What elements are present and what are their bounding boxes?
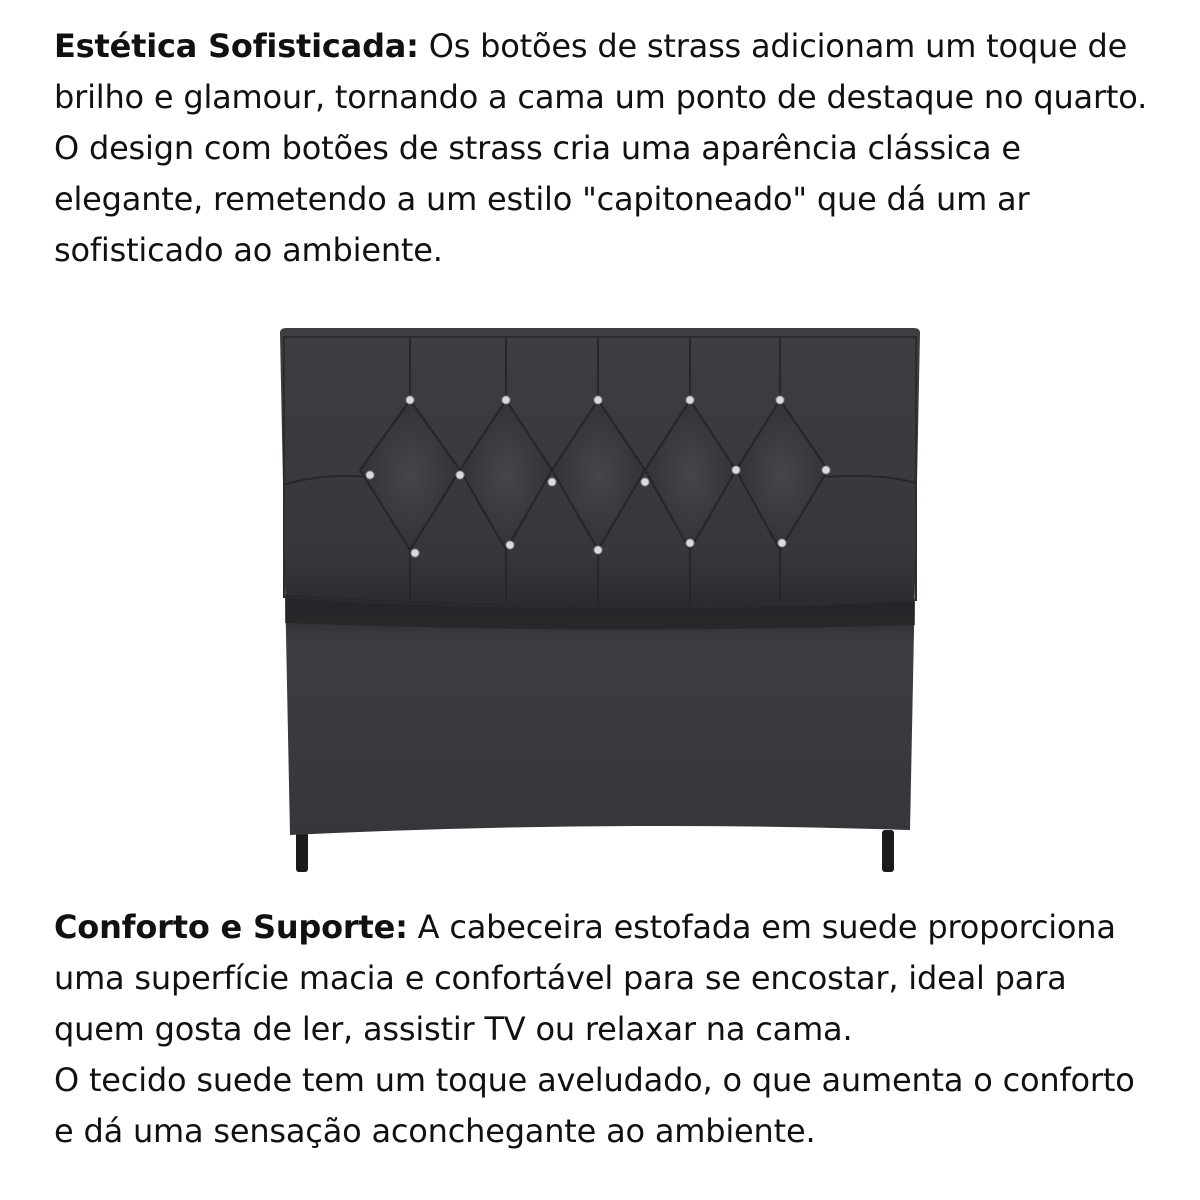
aesthetic-heading: Estética Sofisticada:	[54, 27, 419, 65]
aesthetic-paragraph-2: O design com botões de strass cria uma aparência clássica e elegante, remetendo a um estilo "capitoneado" que dá um ar sofisticado ao ambiente.	[54, 129, 1030, 269]
aesthetic-section	[54, 21, 1164, 276]
aesthetic-text-1: Os botões de strass adicionam um toque de brilho e glamour, tornando a cama um ponto de destaque no quarto.	[54, 27, 1148, 116]
headboard-image	[270, 325, 930, 885]
right-leg	[882, 830, 894, 872]
aesthetic-paragraph-1	[54, 21, 1164, 123]
comfort-paragraph-2: O tecido suede tem um toque aveludado, o que aumenta o conforto e dá uma sensação aconchegante ao ambiente.	[54, 1061, 1135, 1150]
comfort-text-1: A cabeceira estofada em suede proporciona uma superfície macia e confortável para se encostar, ideal para quem gosta de ler, assistir TV ou relaxar na cama.	[54, 908, 1116, 1048]
headboard-illustration	[270, 325, 930, 885]
comfort-section	[54, 902, 1164, 1157]
comfort-heading: Conforto e Suporte:	[54, 908, 408, 946]
comfort-paragraph-1	[54, 902, 1164, 1055]
left-leg	[296, 830, 308, 872]
